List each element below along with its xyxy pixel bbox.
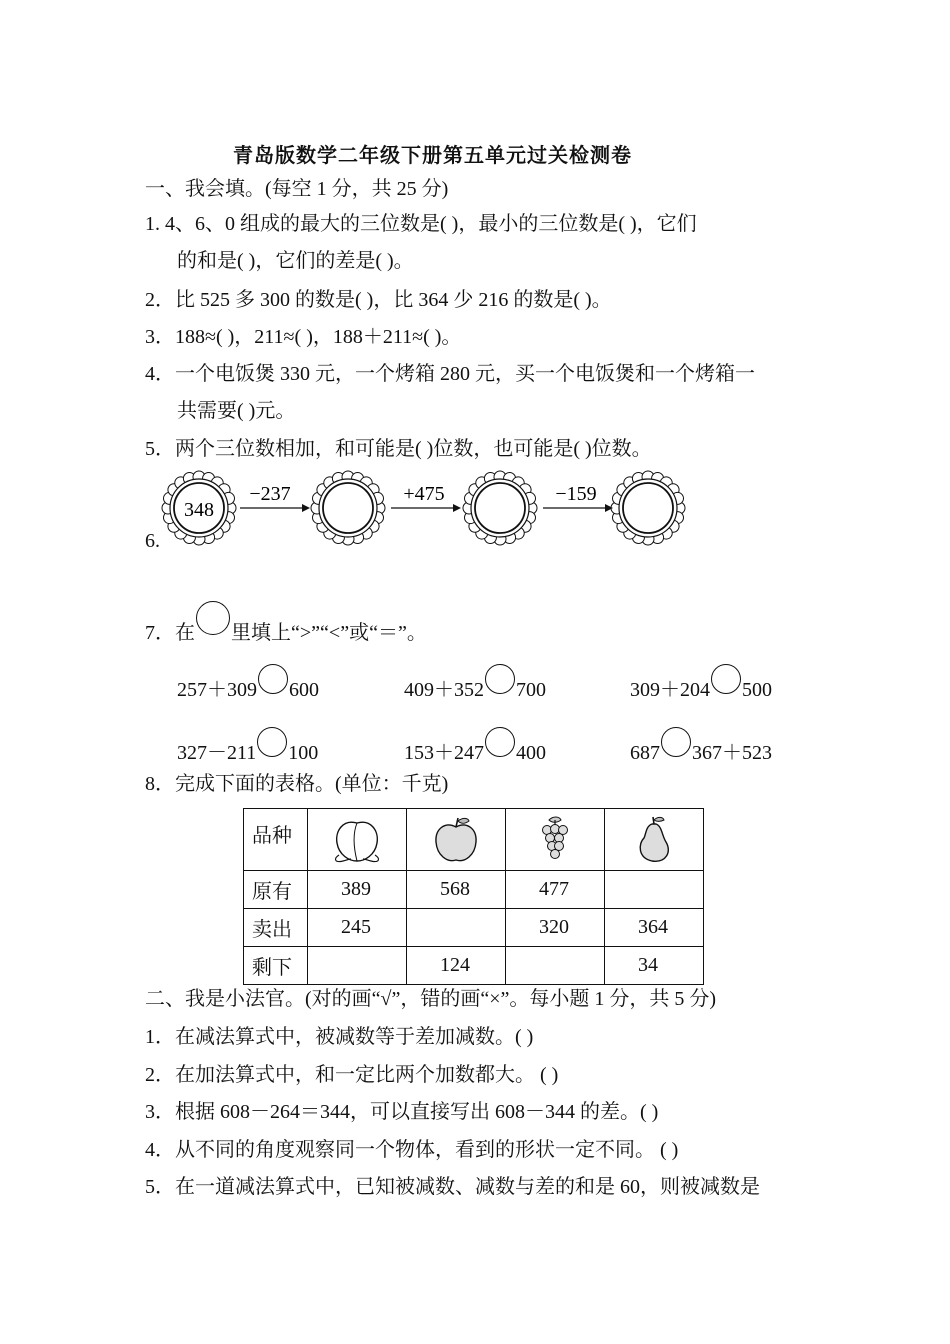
row-label-remaining: 剩下	[244, 947, 308, 985]
q7-prefix: 7．在	[145, 622, 195, 644]
compare-item-2	[404, 664, 546, 702]
flower-start-value: 348	[184, 499, 214, 521]
flower-center	[471, 479, 529, 537]
question-2-3: 3．根据 608－264＝344，可以直接写出 608－344 的差。( )	[145, 1101, 659, 1123]
table-row-remaining	[244, 947, 704, 985]
table-cell	[605, 871, 704, 909]
compare-circle[interactable]	[258, 664, 288, 694]
compare-item-5	[404, 727, 546, 765]
flower-blank-3[interactable]	[611, 471, 685, 545]
peach-cell	[308, 809, 407, 871]
operation-1: −237	[249, 483, 291, 505]
table-cell	[308, 947, 407, 985]
compare-item-1	[177, 664, 319, 702]
table-row-sold	[244, 909, 704, 947]
grapes-icon	[535, 814, 575, 866]
pear-icon	[632, 814, 676, 866]
compare-left: 409＋352	[404, 679, 484, 701]
flower-blank-2[interactable]	[463, 471, 537, 545]
flower-center	[619, 479, 677, 537]
compare-circle[interactable]	[711, 664, 741, 694]
flower-center	[319, 479, 377, 537]
q7-suffix: 里填上“>”“<”或“＝”。	[231, 622, 427, 644]
compare-circle[interactable]	[257, 727, 287, 757]
table-cell: 245	[308, 909, 407, 947]
table-cell: 477	[506, 871, 605, 909]
table-cell	[506, 947, 605, 985]
table-cell: 320	[506, 909, 605, 947]
question-2-5: 5．在一道减法算式中，已知被减数、减数与差的和是 60，则被减数是	[145, 1176, 760, 1198]
compare-circle[interactable]	[661, 727, 691, 757]
fruit-table	[243, 808, 704, 985]
compare-right: 367＋523	[692, 742, 772, 764]
question-1-5: 5．两个三位数相加，和可能是( )位数，也可能是( )位数。	[145, 438, 652, 460]
compare-right: 400	[516, 742, 546, 764]
section2-heading: 二、我是小法官。(对的画“√”，错的画“×”。每小题 1 分，共 5 分)	[145, 988, 717, 1010]
compare-circle[interactable]	[485, 664, 515, 694]
compare-left: 327－211	[177, 742, 257, 764]
compare-left: 153＋247	[404, 742, 484, 764]
flower-chain-diagram	[0, 0, 950, 600]
table-cell: 364	[605, 909, 704, 947]
compare-item-6	[630, 727, 772, 765]
question-2-4: 4．从不同的角度观察同一个物体，看到的形状一定不同。 ( )	[145, 1139, 679, 1161]
section1-heading: 一、我会填。(每空 1 分，共 25 分)	[145, 178, 449, 200]
table-cell	[407, 909, 506, 947]
question-1-6-number: 6.	[145, 530, 160, 552]
flower-blank-1[interactable]	[311, 471, 385, 545]
table-row-variety	[244, 809, 704, 871]
apple-cell	[407, 809, 506, 871]
compare-left: 309＋204	[630, 679, 710, 701]
compare-circle-sample	[196, 601, 230, 635]
compare-left: 257＋309	[177, 679, 257, 701]
peach-icon	[329, 815, 385, 865]
row-label-variety: 品种	[244, 809, 308, 871]
operation-3: −159	[555, 483, 597, 505]
question-2-1: 1．在减法算式中，被减数等于差加减数。( )	[145, 1026, 534, 1048]
table-cell: 568	[407, 871, 506, 909]
question-1-3: 3．188≈( )，211≈( )，188＋211≈( )。	[145, 326, 462, 348]
compare-item-3	[630, 664, 772, 702]
question-1-1-line1: 1. 4、6、0 组成的最大的三位数是( )，最小的三位数是( )，它们	[145, 213, 697, 235]
apple-icon	[431, 815, 481, 865]
compare-circle[interactable]	[485, 727, 515, 757]
page-title: 青岛版数学二年级下册第五单元过关检测卷	[233, 145, 632, 167]
compare-right: 100	[288, 742, 319, 764]
grapes-cell	[506, 809, 605, 871]
compare-item-4	[177, 727, 318, 765]
table-cell: 389	[308, 871, 407, 909]
question-1-7-instruction	[145, 601, 427, 645]
compare-right: 600	[289, 679, 319, 701]
compare-left: 687	[630, 742, 660, 764]
arrow-3	[543, 504, 613, 512]
question-1-8: 8．完成下面的表格。(单位：千克)	[145, 773, 449, 795]
row-label-sold: 卖出	[244, 909, 308, 947]
compare-right: 500	[742, 679, 772, 701]
question-2-2: 2．在加法算式中，和一定比两个加数都大。 ( )	[145, 1064, 559, 1086]
table-cell: 124	[407, 947, 506, 985]
operation-2: +475	[403, 483, 445, 505]
row-label-original: 原有	[244, 871, 308, 909]
question-1-1-line2: 的和是( )，它们的差是( )。	[177, 250, 414, 272]
arrow-2	[391, 504, 461, 512]
arrow-1	[240, 504, 310, 512]
compare-right: 700	[516, 679, 546, 701]
question-1-4-line2: 共需要( )元。	[177, 400, 296, 422]
table-row-original	[244, 871, 704, 909]
question-1-4-line1: 4．一个电饭煲 330 元，一个烤箱 280 元，买一个电饭煲和一个烤箱一	[145, 363, 755, 385]
question-1-2: 2．比 525 多 300 的数是( )，比 364 少 216 的数是( )。	[145, 289, 612, 311]
table-cell: 34	[605, 947, 704, 985]
pear-cell	[605, 809, 704, 871]
